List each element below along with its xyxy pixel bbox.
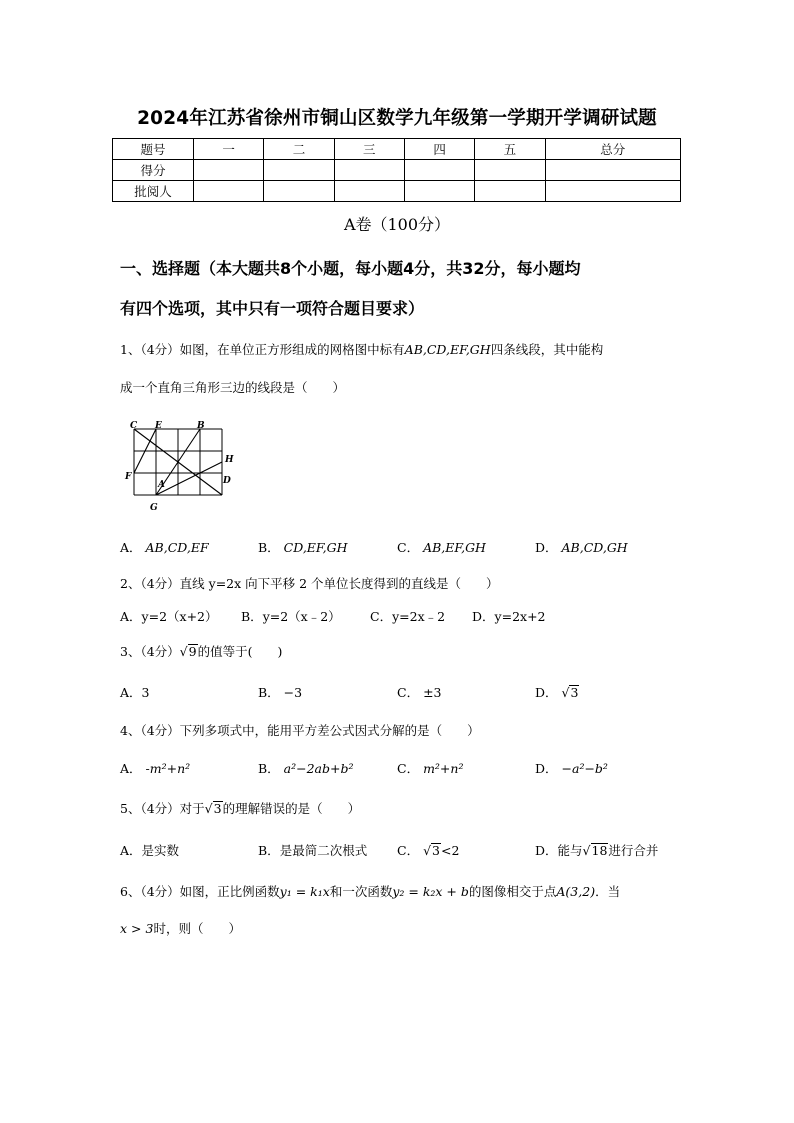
table-cell: 一 <box>194 139 264 160</box>
table-cell: 题号 <box>113 139 194 160</box>
grid-figure <box>122 418 237 514</box>
sqrt-symbol: √ <box>179 644 188 659</box>
point-label: F <box>125 472 132 482</box>
table-cell[interactable] <box>334 181 404 202</box>
table-cell: 四 <box>404 139 474 160</box>
q1-option-a[interactable]: A． AB,CD,EF <box>120 540 209 555</box>
table-cell: 三 <box>334 139 404 160</box>
table-cell[interactable] <box>334 160 404 181</box>
table-cell: 总分 <box>545 139 680 160</box>
table-cell[interactable] <box>545 181 680 202</box>
section-subtitle: A卷（100分） <box>343 215 451 234</box>
point-label: E <box>155 421 162 431</box>
q4-option-b[interactable]: B． a²−2ab+b² <box>258 761 354 776</box>
table-cell[interactable] <box>475 160 545 181</box>
question-2: 2、（4分）直线 y=2x 向下平移 2 个单位长度得到的直线是（ ） <box>120 576 499 591</box>
q3-option-c[interactable]: C． ±3 <box>397 685 442 700</box>
table-cell: 五 <box>475 139 545 160</box>
q5-option-c[interactable]: C． √3<2 <box>397 843 460 858</box>
q2-option-b[interactable]: B．y=2（x﹣2） <box>241 609 341 624</box>
table-row <box>113 160 681 181</box>
question-6-line1: 6、（4分）如图，正比例函数y₁ = k₁x和一次函数y₂ = k₂x + b的图像相交于点A(3,2)．当 <box>120 884 621 899</box>
q1-option-d[interactable]: D． AB,CD,GH <box>535 540 628 555</box>
q1-option-b[interactable]: B． CD,EF,GH <box>258 540 348 555</box>
point-label: D <box>223 476 231 486</box>
point-label: C <box>130 421 138 431</box>
q2-option-d[interactable]: D．y=2x+2 <box>472 609 546 624</box>
q4-option-a[interactable]: A． -m²+n² <box>120 761 191 776</box>
page-title: 2024年江苏省徐州市铜山区数学九年级第一学期开学调研试题 <box>137 108 657 129</box>
table-row <box>113 139 681 160</box>
table-cell[interactable] <box>475 181 545 202</box>
table-cell[interactable] <box>264 160 334 181</box>
q2-option-a[interactable]: A．y=2（x+2） <box>120 609 218 624</box>
table-cell: 得分 <box>113 160 194 181</box>
q3-option-d[interactable]: D． √3 <box>535 685 579 700</box>
sqrt-symbol: √ <box>582 843 591 858</box>
section-heading-line2: 有四个选项，其中只有一项符合题目要求） <box>120 299 425 318</box>
table-cell[interactable] <box>194 160 264 181</box>
question-5: 5、（4分）对于√3的理解错误的是（ ） <box>120 801 361 816</box>
sqrt-symbol: √ <box>561 685 570 700</box>
point-label: B <box>197 421 205 431</box>
q4-option-c[interactable]: C． m²+n² <box>397 761 464 776</box>
question-1-line2: 成一个直角三角形三边的线段是（ ） <box>120 380 346 395</box>
question-4: 4、（4分）下列多项式中，能用平方差公式因式分解的是（ ） <box>120 723 480 738</box>
table-cell[interactable] <box>404 181 474 202</box>
point-label: A <box>158 480 165 490</box>
q5-option-a[interactable]: A．是实数 <box>120 843 180 858</box>
table-cell[interactable] <box>404 160 474 181</box>
q5-option-d[interactable]: D．能与√18进行合并 <box>535 843 659 858</box>
q3-option-b[interactable]: B． −3 <box>258 685 303 700</box>
section-heading-line1: 一、选择题（本大题共8个小题，每小题4分，共32分，每小题均 <box>120 259 581 278</box>
table-cell[interactable] <box>264 181 334 202</box>
q2-option-c[interactable]: C．y=2x﹣2 <box>370 609 446 624</box>
q1-option-c[interactable]: C． AB,EF,GH <box>397 540 486 555</box>
sqrt-symbol: √ <box>204 801 213 816</box>
table-cell: 批阅人 <box>113 181 194 202</box>
table-row <box>113 181 681 202</box>
sqrt-symbol: √ <box>423 843 432 858</box>
table-cell[interactable] <box>545 160 680 181</box>
table-cell[interactable] <box>194 181 264 202</box>
q5-option-b[interactable]: B．是最简二次根式 <box>258 843 368 858</box>
score-table <box>112 138 681 202</box>
question-3: 3、（4分）√9的值等于( ) <box>120 644 283 659</box>
question-1-line1: 1、（4分）如图，在单位正方形组成的网格图中标有AB,CD,EF,GH四条线段，其中能构 <box>120 342 604 357</box>
question-6-line2: x > 3时，则（ ） <box>120 921 241 936</box>
point-label: G <box>150 503 158 513</box>
point-label: H <box>225 455 234 465</box>
table-cell: 二 <box>264 139 334 160</box>
q3-option-a[interactable]: A．3 <box>120 685 150 700</box>
q4-option-d[interactable]: D． −a²−b² <box>535 761 608 776</box>
